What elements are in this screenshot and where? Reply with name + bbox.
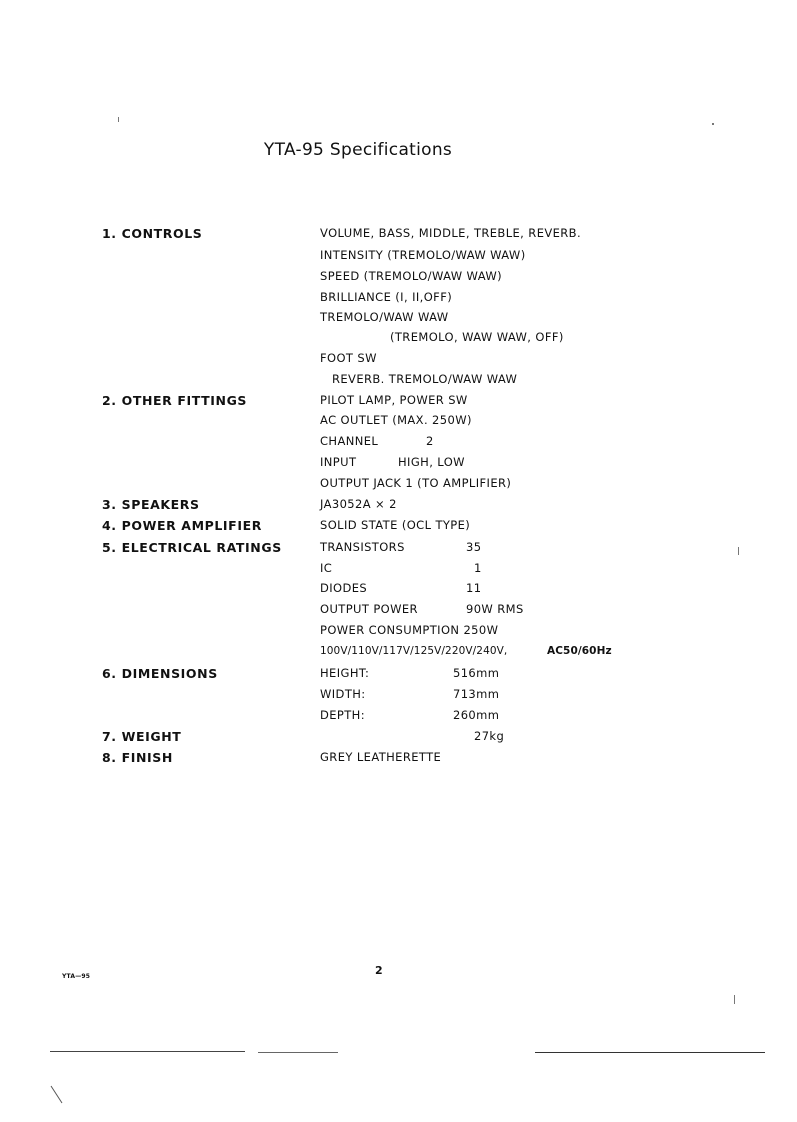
dimension-name: DEPTH: <box>320 708 366 722</box>
other-fittings-line: 2 <box>426 434 434 448</box>
speakers-value: JA3052A × 2 <box>320 497 397 511</box>
page-number: 2 <box>375 964 383 977</box>
scan-rule-middle <box>258 1052 338 1053</box>
other-fittings-line: PILOT LAMP, POWER SW <box>320 393 468 407</box>
controls-line: FOOT SW <box>320 351 377 365</box>
power-amplifier-value: SOLID STATE (OCL TYPE) <box>320 518 471 532</box>
rating-value: 90W RMS <box>466 602 524 616</box>
other-fittings-line: HIGH, LOW <box>398 455 465 469</box>
dimension-name: WIDTH: <box>320 687 366 701</box>
finish-label: 8. FINISH <box>102 750 173 765</box>
other-fittings-line: CHANNEL <box>320 434 379 448</box>
scan-speck <box>734 995 735 1004</box>
voltages: 100V/110V/117V/125V/220V/240V, <box>320 645 508 657</box>
controls-line: INTENSITY (TREMOLO/WAW WAW) <box>320 248 526 262</box>
dimension-name: HEIGHT: <box>320 666 370 680</box>
scan-speck <box>712 123 714 125</box>
rating-value: 35 <box>466 540 482 554</box>
controls-line: (TREMOLO, WAW WAW, OFF) <box>390 330 564 344</box>
rating-name: IC <box>320 561 333 575</box>
other-fittings-line: AC OUTLET (MAX. 250W) <box>320 413 472 427</box>
scan-mark <box>50 1085 64 1105</box>
footer-model: YTA—95 <box>62 973 91 980</box>
rating-value: 1 <box>474 561 482 575</box>
rating-name: DIODES <box>320 581 368 595</box>
controls-line: SPEED (TREMOLO/WAW WAW) <box>320 269 502 283</box>
weight-label: 7. WEIGHT <box>102 729 182 744</box>
controls-line: VOLUME, BASS, MIDDLE, TREBLE, REVERB. <box>320 226 582 240</box>
controls-line: TREMOLO/WAW WAW <box>320 310 449 324</box>
page-title: YTA-95 Specifications <box>263 140 453 160</box>
scan-speck <box>118 117 119 122</box>
dimension-value: 516mm <box>453 666 500 680</box>
controls-label: 1. CONTROLS <box>102 226 203 241</box>
electrical-ratings-label: 5. ELECTRICAL RATINGS <box>102 540 282 555</box>
power-amplifier-label: 4. POWER AMPLIFIER <box>102 518 262 533</box>
ac-frequency: AC50/60Hz <box>547 645 612 657</box>
controls-line: BRILLIANCE (I, II,OFF) <box>320 290 453 304</box>
controls-line: REVERB. TREMOLO/WAW WAW <box>332 372 518 386</box>
other-fittings-line: INPUT <box>320 455 357 469</box>
scan-rule-right <box>535 1052 765 1053</box>
dimensions-label: 6. DIMENSIONS <box>102 666 218 681</box>
rating-name: OUTPUT POWER <box>320 602 418 616</box>
rating-name: TRANSISTORS <box>320 540 405 554</box>
dimension-value: 713mm <box>453 687 500 701</box>
dimension-value: 260mm <box>453 708 500 722</box>
speakers-label: 3. SPEAKERS <box>102 497 200 512</box>
scan-rule-left <box>50 1051 245 1052</box>
other-fittings-label: 2. OTHER FITTINGS <box>102 393 248 408</box>
scan-speck <box>738 547 739 555</box>
weight-value: 27kg <box>474 729 505 743</box>
other-fittings-line: OUTPUT JACK 1 (TO AMPLIFIER) <box>320 476 512 490</box>
finish-value: GREY LEATHERETTE <box>320 750 442 764</box>
power-consumption: POWER CONSUMPTION 250W <box>320 623 499 637</box>
rating-value: 11 <box>466 581 482 595</box>
